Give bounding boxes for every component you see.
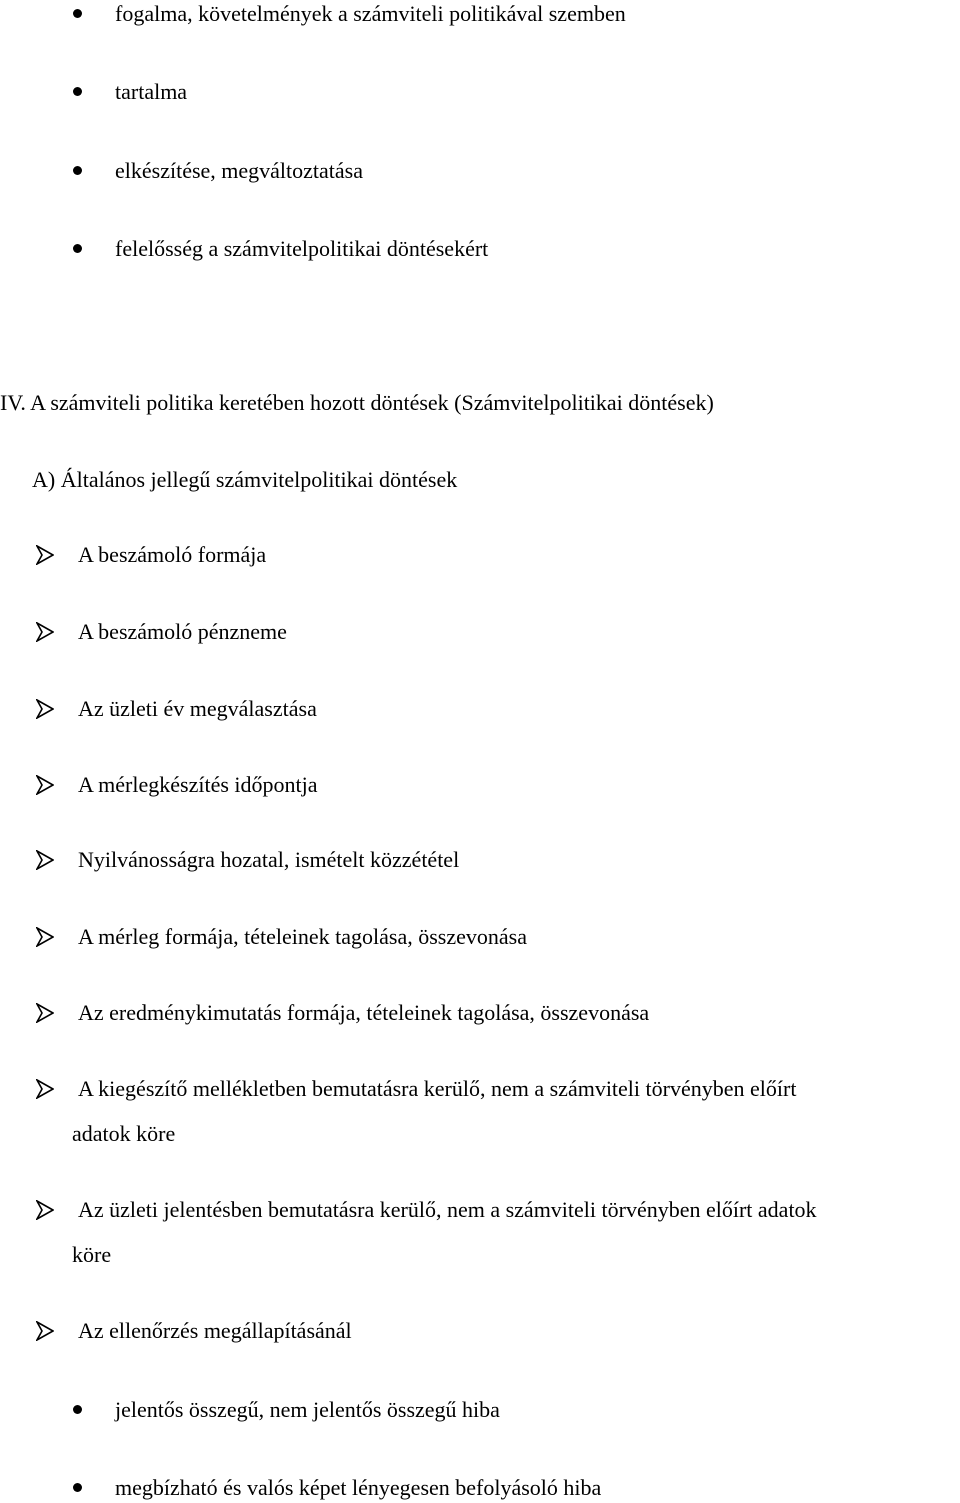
list-item: elkészítése, megváltoztatása xyxy=(115,158,363,183)
list-item: A beszámoló pénzneme xyxy=(78,619,287,644)
arrow-bullet-icon xyxy=(36,927,54,947)
list-item: Az eredménykimutatás formája, tételeinek tagolása, összevonása xyxy=(78,1000,650,1025)
list-item: felelősség a számvitelpolitikai döntésekért xyxy=(115,236,489,261)
list-item: A mérlegkészítés időpontja xyxy=(78,772,318,797)
list-item-continuation: köre xyxy=(72,1242,112,1267)
list-item: tartalma xyxy=(115,79,188,104)
bullet-icon xyxy=(73,166,82,175)
bullet-icon xyxy=(73,9,82,18)
bullet-icon xyxy=(73,1405,82,1414)
section-heading: IV. A számviteli politika keretében hozott döntések (Számvitelpolitikai döntések) xyxy=(0,390,714,415)
list-item: Az üzleti év megválasztása xyxy=(78,696,317,721)
arrow-bullet-icon xyxy=(36,775,54,795)
arrow-bullet-icon xyxy=(36,1079,54,1099)
list-item: megbízható és valós képet lényegesen befolyásoló hiba xyxy=(115,1475,602,1500)
list-item: Nyilvánosságra hozatal, ismételt közzététel xyxy=(78,847,460,872)
arrow-bullet-icon xyxy=(36,622,54,642)
list-item: fogalma, követelmények a számviteli politikával szemben xyxy=(115,1,626,26)
list-item: jelentős összegű, nem jelentős összegű hiba xyxy=(115,1397,500,1422)
arrow-bullet-icon xyxy=(36,850,54,870)
arrow-bullet-icon xyxy=(36,1003,54,1023)
list-item: A mérleg formája, tételeinek tagolása, összevonása xyxy=(78,924,527,949)
list-item-continuation: adatok köre xyxy=(72,1121,176,1146)
bullet-icon xyxy=(73,1483,82,1492)
list-item: A kiegészítő mellékletben bemutatásra kerülő, nem a számviteli törvényben előírt xyxy=(78,1076,797,1101)
subsection-heading: A) Általános jellegű számvitelpolitikai döntések xyxy=(32,467,458,492)
arrow-bullet-icon xyxy=(36,1200,54,1220)
arrow-bullet-icon xyxy=(36,1321,54,1341)
list-item: Az ellenőrzés megállapításánál xyxy=(78,1318,352,1343)
arrow-bullet-icon xyxy=(36,699,54,719)
bullet-icon xyxy=(73,244,82,253)
list-item: A beszámoló formája xyxy=(78,542,267,567)
bullet-icon xyxy=(73,87,82,96)
arrow-bullet-icon xyxy=(36,545,54,565)
list-item: Az üzleti jelentésben bemutatásra kerülő, nem a számviteli törvényben előírt adatok xyxy=(78,1197,817,1222)
